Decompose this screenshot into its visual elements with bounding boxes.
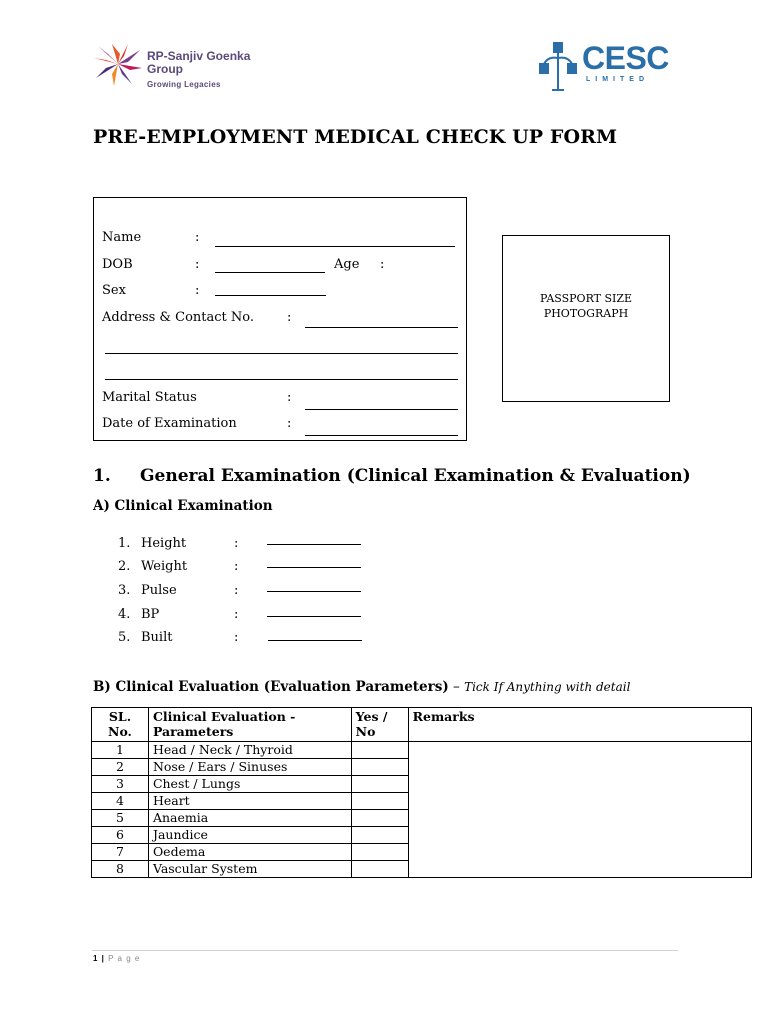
age-colon: : [380, 257, 385, 272]
name-field[interactable] [215, 246, 455, 247]
marital-status-field[interactable] [305, 409, 458, 410]
exam-item-number: 3. [118, 583, 131, 598]
exam-item-colon: : [234, 630, 239, 645]
exam-item-number: 5. [118, 630, 131, 645]
page-footer [93, 954, 140, 963]
cell-yes-no[interactable] [351, 827, 408, 844]
cell-parameter: Head / Neck / Thyroid [148, 742, 351, 759]
address-label: Address & Contact No. [102, 310, 254, 325]
age-label: Age [334, 257, 360, 272]
photo-label-line2: PHOTOGRAPH [543, 307, 629, 320]
cell-sl-no: 2 [92, 759, 149, 776]
photo-label [503, 291, 669, 321]
marital-status-label: Marital Status [102, 390, 197, 405]
page-word: P a g e [108, 954, 141, 963]
cell-yes-no[interactable] [351, 759, 408, 776]
dob-colon: : [195, 257, 200, 272]
cell-sl-no: 6 [92, 827, 149, 844]
table-body [92, 742, 752, 878]
exam-date-label: Date of Examination [102, 416, 237, 431]
cell-yes-no[interactable] [351, 844, 408, 861]
exam-item-label: Height [141, 536, 187, 551]
heading-dash: – [448, 679, 465, 695]
dob-field[interactable] [215, 272, 325, 273]
exam-item-label: Weight [141, 559, 188, 574]
weight-field[interactable] [267, 567, 361, 568]
form-title: PRE-EMPLOYMENT MEDICAL CHECK UP FORM [93, 126, 618, 148]
cell-parameter: Jaundice [148, 827, 351, 844]
cell-sl-no: 3 [92, 776, 149, 793]
cesc-logo-name: CESC [582, 40, 669, 76]
page-number: 1 [93, 954, 99, 963]
cell-sl-no: 5 [92, 810, 149, 827]
cell-yes-no[interactable] [351, 810, 408, 827]
exam-date-field[interactable] [305, 435, 458, 436]
cell-yes-no[interactable] [351, 861, 408, 878]
exam-item-number: 1. [118, 536, 131, 551]
lamp-post-icon [536, 40, 580, 92]
rp-logo-name: RP-Sanjiv Goenka Group [147, 49, 251, 76]
exam-item-colon: : [234, 559, 239, 574]
sex-colon: : [195, 283, 200, 298]
exam-item-label: Built [141, 630, 173, 645]
clinical-evaluation-table [91, 707, 752, 878]
exam-item-number: 2. [118, 559, 131, 574]
cell-sl-no: 8 [92, 861, 149, 878]
height-field[interactable] [267, 544, 361, 545]
cell-sl-no: 7 [92, 844, 149, 861]
passport-photo-box [502, 235, 670, 402]
exam-item-colon: : [234, 607, 239, 622]
footer-divider [92, 950, 678, 951]
clinical-evaluation-note: Tick If Anything with detail [464, 680, 631, 694]
sex-label: Sex [102, 283, 126, 298]
bp-field[interactable] [267, 616, 361, 617]
star-burst-icon [92, 42, 144, 86]
exam-item-label: Pulse [141, 583, 177, 598]
dob-label: DOB [102, 257, 133, 272]
cell-sl-no: 1 [92, 742, 149, 759]
rp-sanjiv-goenka-logo [92, 42, 272, 92]
cell-parameter: Chest / Lungs [148, 776, 351, 793]
address-field-1[interactable] [305, 327, 458, 328]
page-separator: | [98, 954, 109, 963]
personal-details-box [93, 197, 467, 441]
cesc-logo-sub: LIMITED [586, 76, 649, 83]
clinical-evaluation-heading [93, 679, 630, 695]
cell-yes-no[interactable] [351, 776, 408, 793]
exam-item-label: BP [141, 607, 160, 622]
exam-item-colon: : [234, 583, 239, 598]
exam-item-number: 4. [118, 607, 131, 622]
col-sl-no: SL. No. [92, 708, 149, 742]
name-label: Name [102, 230, 142, 245]
address-colon: : [287, 310, 292, 325]
table-header-row [92, 708, 752, 742]
section-heading [93, 466, 691, 488]
cesc-logo [536, 40, 678, 92]
col-remarks: Remarks [408, 708, 751, 742]
cell-parameter: Oedema [148, 844, 351, 861]
cell-parameter: Heart [148, 793, 351, 810]
built-field[interactable] [268, 640, 362, 641]
pulse-field[interactable] [267, 591, 361, 592]
marital-status-colon: : [287, 390, 292, 405]
address-field-2[interactable] [105, 353, 458, 354]
clinical-examination-heading: A) Clinical Examination [93, 498, 273, 514]
exam-date-colon: : [287, 416, 292, 431]
sex-field[interactable] [215, 295, 326, 296]
name-colon: : [195, 230, 200, 245]
section-title: General Examination (Clinical Examination & Evaluation) [140, 466, 691, 486]
section-number: 1. [93, 466, 111, 486]
cell-sl-no: 4 [92, 793, 149, 810]
exam-item-colon: : [234, 536, 239, 551]
cell-parameter: Nose / Ears / Sinuses [148, 759, 351, 776]
table-row [92, 742, 752, 759]
address-field-3[interactable] [105, 379, 458, 380]
rp-logo-tagline: Growing Legacies [147, 80, 221, 89]
cell-parameter: Anaemia [148, 810, 351, 827]
col-yes-no: Yes / No [351, 708, 408, 742]
cell-yes-no[interactable] [351, 742, 408, 759]
col-parameters: Clinical Evaluation - Parameters [148, 708, 351, 742]
photo-label-line1: PASSPORT SIZE [539, 292, 633, 305]
cell-remarks[interactable] [408, 742, 751, 878]
clinical-evaluation-title: B) Clinical Evaluation (Evaluation Parameters) [93, 679, 449, 695]
cell-parameter: Vascular System [148, 861, 351, 878]
cell-yes-no[interactable] [351, 793, 408, 810]
